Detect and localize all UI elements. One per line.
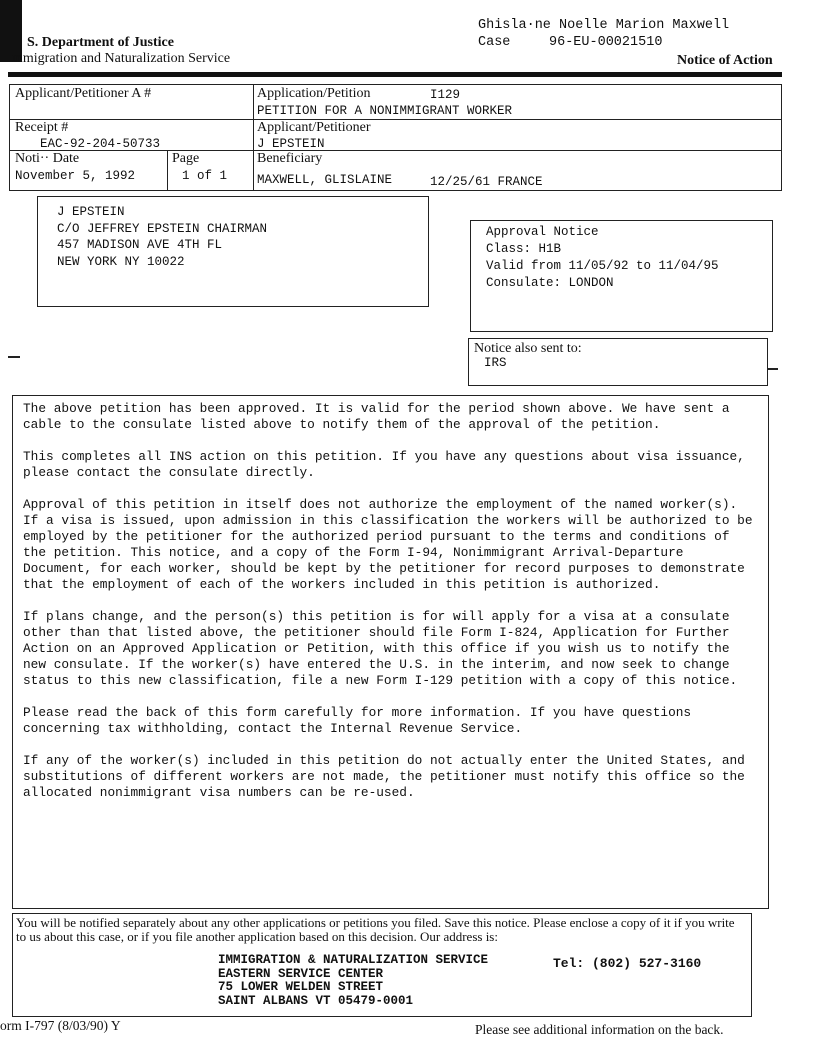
- application-label: Application/Petition: [257, 86, 371, 101]
- petitioner-value: J EPSTEIN: [257, 137, 325, 151]
- beneficiary-dob-country: 12/25/61 FRANCE: [430, 175, 543, 189]
- body-paragraph: If any of the worker(s) included in this petition do not actually enter the United States, and substitutions of different workers are not made, the petitioner must notify this office so the allocated nonimmigrant visa numbers can be re-used.: [23, 753, 745, 800]
- ins-address-line: IMMIGRATION & NATURALIZATION SERVICE: [218, 953, 489, 967]
- address-line: C/O JEFFREY EPSTEIN CHAIRMAN: [57, 221, 268, 236]
- page-value: 1 of 1: [182, 169, 228, 183]
- notice-date-value: November 5, 1992: [15, 169, 136, 183]
- application-code: I129: [430, 88, 461, 102]
- notice-sent-value: IRS: [484, 356, 507, 370]
- column-divider: [253, 85, 254, 190]
- notice-sent-label: Notice also sent to:: [474, 341, 582, 356]
- notice-sent-box: [468, 338, 768, 386]
- ins-address-line: 75 LOWER WELDEN STREET: [218, 980, 384, 994]
- case-label: Case: [478, 35, 511, 50]
- back-page-note: Please see additional information on the back.: [475, 1022, 724, 1037]
- address-line: 457 MADISON AVE 4TH FL: [57, 238, 223, 252]
- recipient-name: Ghisla·ne Noelle Marion Maxwell: [478, 18, 730, 33]
- notice-type: Notice of Action: [677, 53, 773, 68]
- approval-valid: Valid from 11/05/92 to 11/04/95: [486, 259, 719, 273]
- application-desc: PETITION FOR A NONIMMIGRANT WORKER: [257, 104, 513, 118]
- margin-tick: [8, 356, 20, 358]
- page-label: Page: [172, 151, 200, 166]
- ins-telephone: Tel: (802) 527-3160: [553, 956, 702, 971]
- column-divider: [167, 150, 168, 190]
- body-paragraph: Approval of this petition in itself does not authorize the employment of the named worker(s). If a visa is issued, upon admission in this classification the workers will be authorized to be employed by the petitioner for the authorized period pursuant to the terms and conditions of the petition. This notice, and a copy of the Form I-94, Nonimmigrant Arrival-Departure Document, for each worker, should be kept by the petitioner for record purposes to demonstrate that the employment of each of the workers included in this petition is authorized.: [23, 497, 753, 592]
- footer-notice-text: You will be notified separately about any other applications or petitions you filed. Save this notice. Please enclose a copy of it if you write to us about this case, or if you file another application based on this decision. Our address is:: [16, 915, 735, 944]
- info-table: [9, 84, 782, 191]
- petitioner-label: Applicant/Petitioner: [257, 120, 371, 135]
- body-text-box: [12, 395, 769, 909]
- approval-title: Approval Notice: [486, 225, 599, 239]
- footer-address-box: [12, 913, 752, 1017]
- header-rule: [8, 72, 782, 77]
- service-name: mmigration and Naturalization Service: [12, 51, 231, 66]
- margin-tick: [768, 368, 778, 370]
- notice-date-label: Noti·· Date: [15, 151, 80, 166]
- body-paragraph: The above petition has been approved. It is valid for the period shown above. We have sent a cable to the consulate listed above to notify them of the approval of the petition.: [23, 401, 730, 432]
- body-paragraph: This completes all INS action on this petition. If you have any questions about visa issuance, please contact the consulate directly.: [23, 449, 745, 480]
- beneficiary-label: Beneficiary: [257, 151, 323, 166]
- address-line: NEW YORK NY 10022: [57, 254, 185, 269]
- address-line: J EPSTEIN: [57, 205, 125, 219]
- case-number: 96-EU-00021510: [549, 35, 663, 50]
- ins-address-line: EASTERN SERVICE CENTER: [218, 966, 384, 981]
- row-divider: [253, 150, 781, 151]
- applicant-label: Applicant/Petitioner A #: [15, 86, 152, 101]
- agency-name: S. Department of Justice: [27, 35, 174, 50]
- receipt-label: Receipt #: [15, 120, 69, 135]
- body-paragraph: If plans change, and the person(s) this petition is for will apply for a visa at a consulate other than that listed above, the petitioner should file Form I-824, Application for Further Action on an Approved Application or Petition, with this office if you wish us to notify the new consulate. If the worker(s) have entered the U.S. in the interim, and now seek to change status to this new classification, file a new Form I-129 petition with a copy of this notice.: [23, 609, 738, 688]
- body-paragraph: Please read the back of this form carefully for more information. If you have questions concerning tax withholding, contact the Internal Revenue Service.: [23, 705, 692, 736]
- approval-consulate: Consulate: LONDON: [486, 276, 614, 290]
- approval-notice-box: [470, 220, 773, 332]
- mailing-address-box: [37, 196, 429, 307]
- body-text: [23, 401, 753, 817]
- beneficiary-name: MAXWELL, GLISLAINE: [257, 173, 393, 187]
- form-identifier: orm I-797 (8/03/90) Y: [0, 1018, 121, 1033]
- receipt-value: EAC-92-204-50733: [40, 137, 161, 151]
- approval-class: Class: H1B: [486, 242, 562, 256]
- ins-address-line: SAINT ALBANS VT 05479-0001: [218, 993, 414, 1008]
